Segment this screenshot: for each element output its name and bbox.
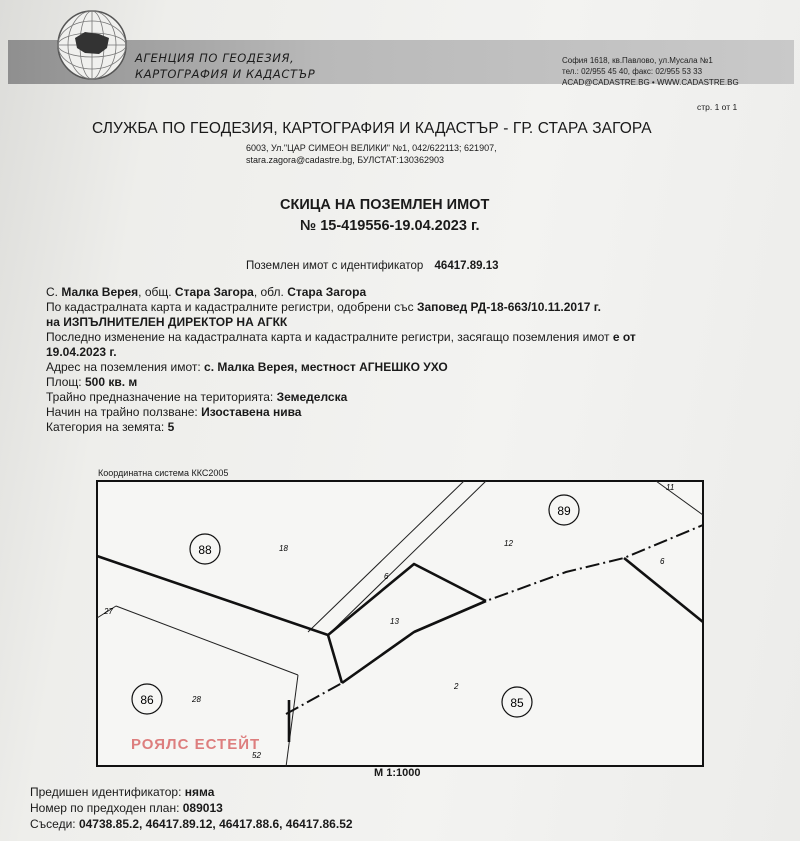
identifier-line bbox=[246, 260, 498, 272]
parcel-18: 18 bbox=[279, 544, 288, 553]
map-frame bbox=[97, 481, 703, 766]
cadastral-map bbox=[96, 480, 704, 767]
circle-86-label: 86 bbox=[140, 693, 154, 707]
circle-88-label: 88 bbox=[198, 543, 212, 557]
office-address-line2: stara.zagora@cadastre.bg, БУЛСТАТ:130362903 bbox=[246, 155, 444, 165]
parcel-27: 27 bbox=[104, 607, 113, 616]
circle-85-label: 85 bbox=[510, 696, 524, 710]
info-category: Категория на земята: 5 bbox=[46, 420, 175, 434]
document-number: № 15-419556-19.04.2023 г. bbox=[300, 218, 480, 234]
previous-plan-number: Номер по предходен план: 089013 bbox=[30, 801, 223, 815]
parcel-28: 28 bbox=[192, 695, 201, 704]
office-address-line1: 6003, Ул."ЦАР СИМЕОН ВЕЛИКИ" №1, 042/622113; 621907, bbox=[246, 143, 497, 153]
neighbors: Съседи: 04738.85.2, 46417.89.12, 46417.88.6, 46417.86.52 bbox=[30, 817, 353, 831]
parcel-6-right: 6 bbox=[660, 557, 665, 566]
agency-name bbox=[135, 50, 315, 82]
info-authority: на ИЗПЪЛНИТЕЛЕН ДИРЕКТОР НА АГКК bbox=[46, 315, 288, 329]
contact-phone: тел.: 02/955 45 40, факс: 02/955 53 33 bbox=[562, 67, 703, 76]
info-location: С. Малка Верея, общ. Стара Загора, обл. Стара Загора bbox=[46, 285, 367, 299]
parcel-6-left: 6 bbox=[384, 572, 389, 581]
contact-address: София 1618, кв.Павлово, ул.Мусала №1 bbox=[562, 56, 713, 65]
watermark-text: РОЯЛС ЕСТЕЙТ bbox=[131, 736, 261, 753]
previous-identifier: Предишен идентификатор: няма bbox=[30, 785, 215, 799]
info-last-change: Последно изменение на кадастралната карта и кадастралните регистри, засягащо поземления имот е от bbox=[46, 330, 636, 344]
parcel-12: 12 bbox=[504, 539, 513, 548]
agency-name-line2: КАРТОГРАФИЯ И КАДАСТЪР bbox=[135, 67, 316, 81]
parcel-13: 13 bbox=[390, 617, 399, 626]
info-last-change-date: 19.04.2023 г. bbox=[46, 345, 117, 359]
page-number: стр. 1 от 1 bbox=[697, 102, 738, 112]
identifier-value: 46417.89.13 bbox=[434, 260, 499, 272]
map-scale: М 1:1000 bbox=[374, 767, 421, 779]
info-order: По кадастралната карта и кадастралните регистри, одобрени със Заповед РД-18-663/10.11.2017 г. bbox=[46, 300, 601, 314]
parcel-2: 2 bbox=[454, 682, 459, 691]
office-name: СЛУЖБА ПО ГЕОДЕЗИЯ, КАРТОГРАФИЯ И КАДАСТЪР - ГР. СТАРА ЗАГОРА bbox=[92, 120, 652, 137]
contact-web: ACAD@CADASTRE.BG • WWW.CADASTRE.BG bbox=[562, 78, 739, 87]
info-area: Площ: 500 кв. м bbox=[46, 375, 138, 389]
property-info bbox=[46, 285, 786, 435]
info-usage: Начин на трайно ползване: Изоставена нива bbox=[46, 405, 302, 419]
parcel-52: 52 bbox=[252, 751, 261, 760]
info-purpose: Трайно предназначение на територията: Земеделска bbox=[46, 390, 348, 404]
coordinate-system: Координатна система ККС2005 bbox=[98, 468, 229, 478]
footer-info bbox=[30, 784, 353, 832]
agency-globe-logo bbox=[55, 8, 129, 82]
office-address bbox=[246, 142, 497, 166]
info-address: Адрес на поземления имот: с. Малка Верея, местност АГНЕШКО УХО bbox=[46, 360, 448, 374]
document-title: СКИЦА НА ПОЗЕМЛЕН ИМОТ bbox=[280, 197, 490, 213]
identifier-label: Поземлен имот с идентификатор bbox=[246, 260, 424, 272]
agency-name-line1: АГЕНЦИЯ ПО ГЕОДЕЗИЯ, bbox=[135, 51, 295, 65]
parcel-11: 11 bbox=[666, 483, 675, 492]
circle-89-label: 89 bbox=[557, 504, 571, 518]
agency-contact bbox=[562, 55, 739, 88]
